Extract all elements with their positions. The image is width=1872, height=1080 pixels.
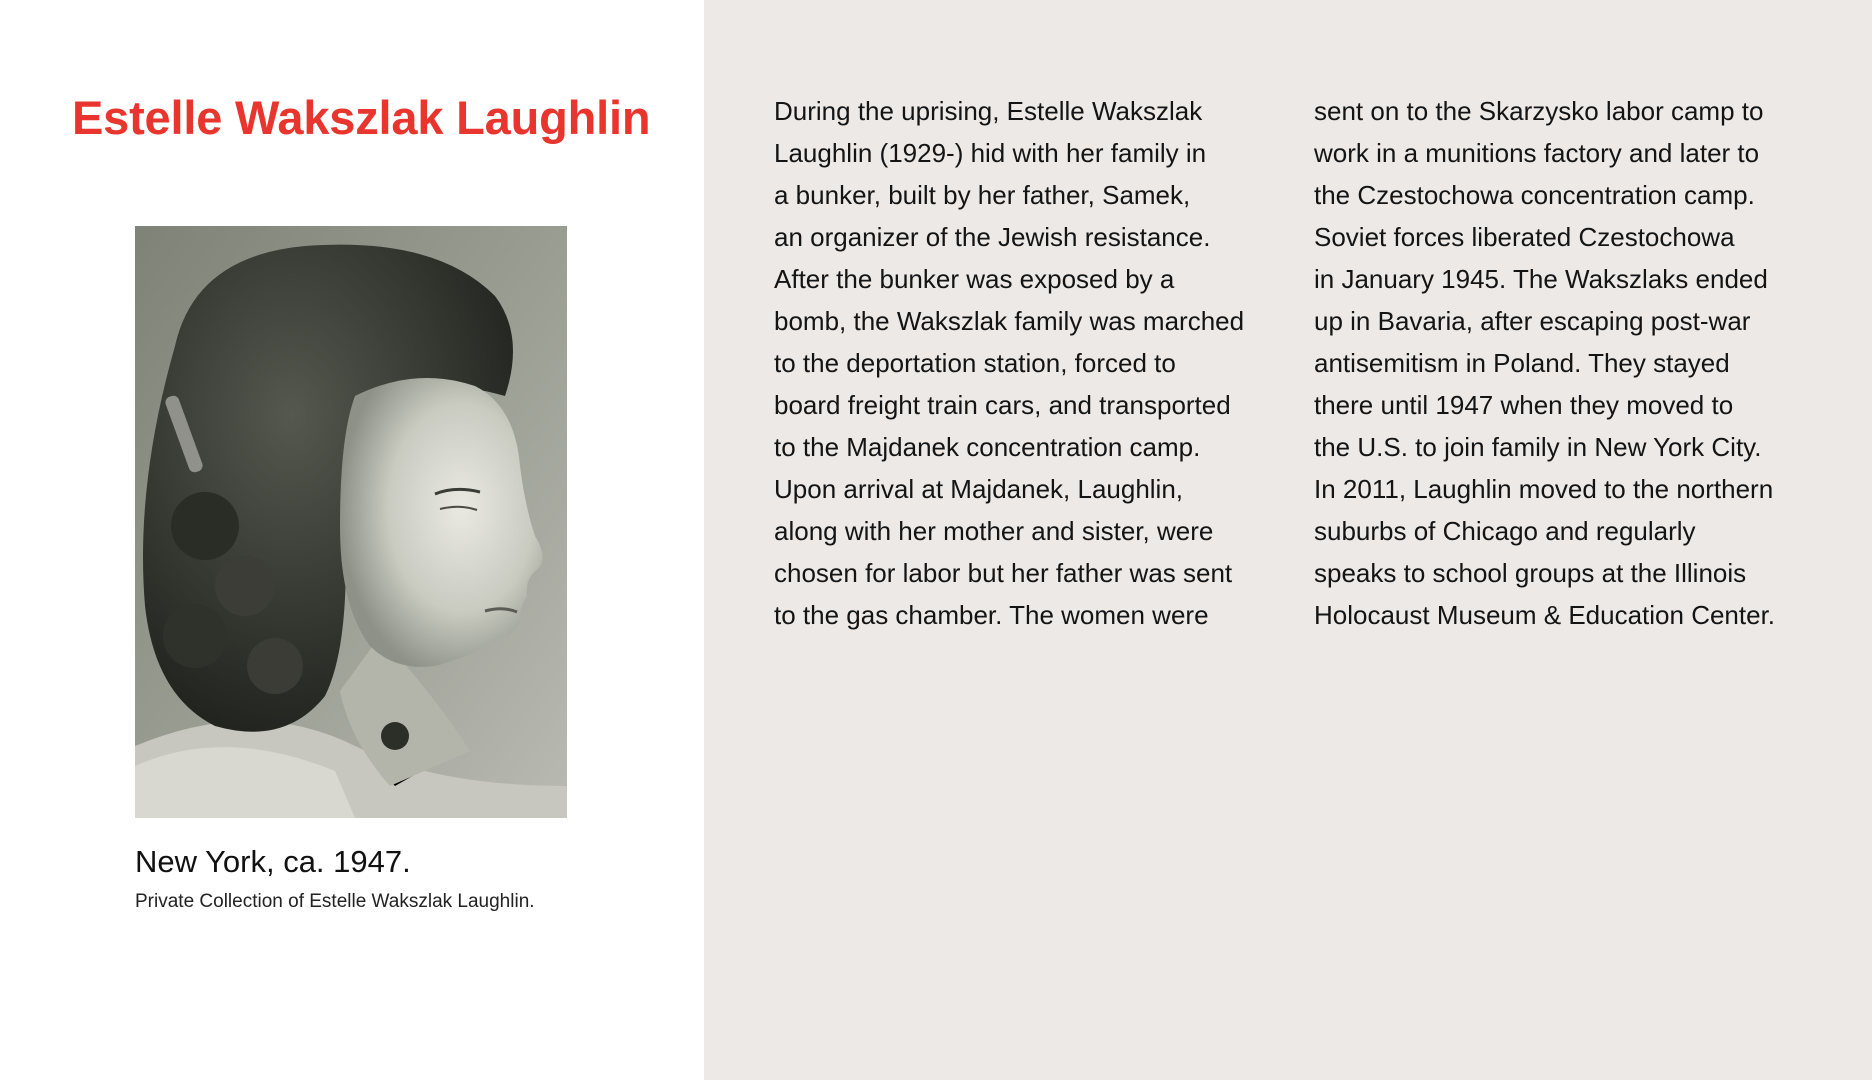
body-line: a bunker, built by her father, Samek,	[774, 180, 1191, 210]
body-line: up in Bavaria, after escaping post-war	[1314, 306, 1751, 336]
body-line: the Czestochowa concentration camp.	[1314, 180, 1755, 210]
body-column-1	[774, 90, 1274, 636]
body-line: Soviet forces liberated Czestochowa	[1314, 222, 1735, 252]
body-line: there until 1947 when they moved to	[1314, 390, 1734, 420]
body-line: chosen for labor but her father was sent	[774, 558, 1233, 588]
body-line: suburbs of Chicago and regularly	[1314, 516, 1696, 546]
portrait-photo	[135, 226, 567, 818]
body-line: antisemitism in Poland. They stayed	[1314, 348, 1730, 378]
body-line: sent on to the Skarzysko labor camp to	[1314, 96, 1764, 126]
portrait-illustration	[135, 226, 567, 818]
photo-caption-title: New York, ca. 1947.	[135, 844, 411, 879]
left-panel	[0, 0, 704, 1080]
body-line: speaks to school groups at the Illinois	[1314, 558, 1747, 588]
body-line: along with her mother and sister, were	[774, 516, 1214, 546]
body-line: the U.S. to join family in New York City.	[1314, 432, 1762, 462]
photo-caption-credit: Private Collection of Estelle Wakszlak Laughlin.	[135, 891, 535, 912]
body-line: Laughlin (1929-) hid with her family in	[774, 138, 1207, 168]
body-line: work in a munitions factory and later to	[1314, 138, 1760, 168]
body-line: Upon arrival at Majdanek, Laughlin,	[774, 474, 1184, 504]
body-line: to the deportation station, forced to	[774, 348, 1176, 378]
body-column-2	[1314, 90, 1834, 636]
body-line: During the uprising, Estelle Wakszlak	[774, 96, 1203, 126]
body-line: Holocaust Museum & Education Center.	[1314, 600, 1776, 630]
body-line: to the gas chamber. The women were	[774, 600, 1209, 630]
body-line: bomb, the Wakszlak family was marched	[774, 306, 1245, 336]
body-line: an organizer of the Jewish resistance.	[774, 222, 1211, 252]
page-title: Estelle Wakszlak Laughlin	[72, 91, 651, 144]
body-line: in January 1945. The Wakszlaks ended	[1314, 264, 1768, 294]
body-line: board freight train cars, and transported	[774, 390, 1231, 420]
body-line: In 2011, Laughlin moved to the northern	[1314, 474, 1774, 504]
body-line: to the Majdanek concentration camp.	[774, 432, 1201, 462]
body-line: After the bunker was exposed by a	[774, 264, 1175, 294]
